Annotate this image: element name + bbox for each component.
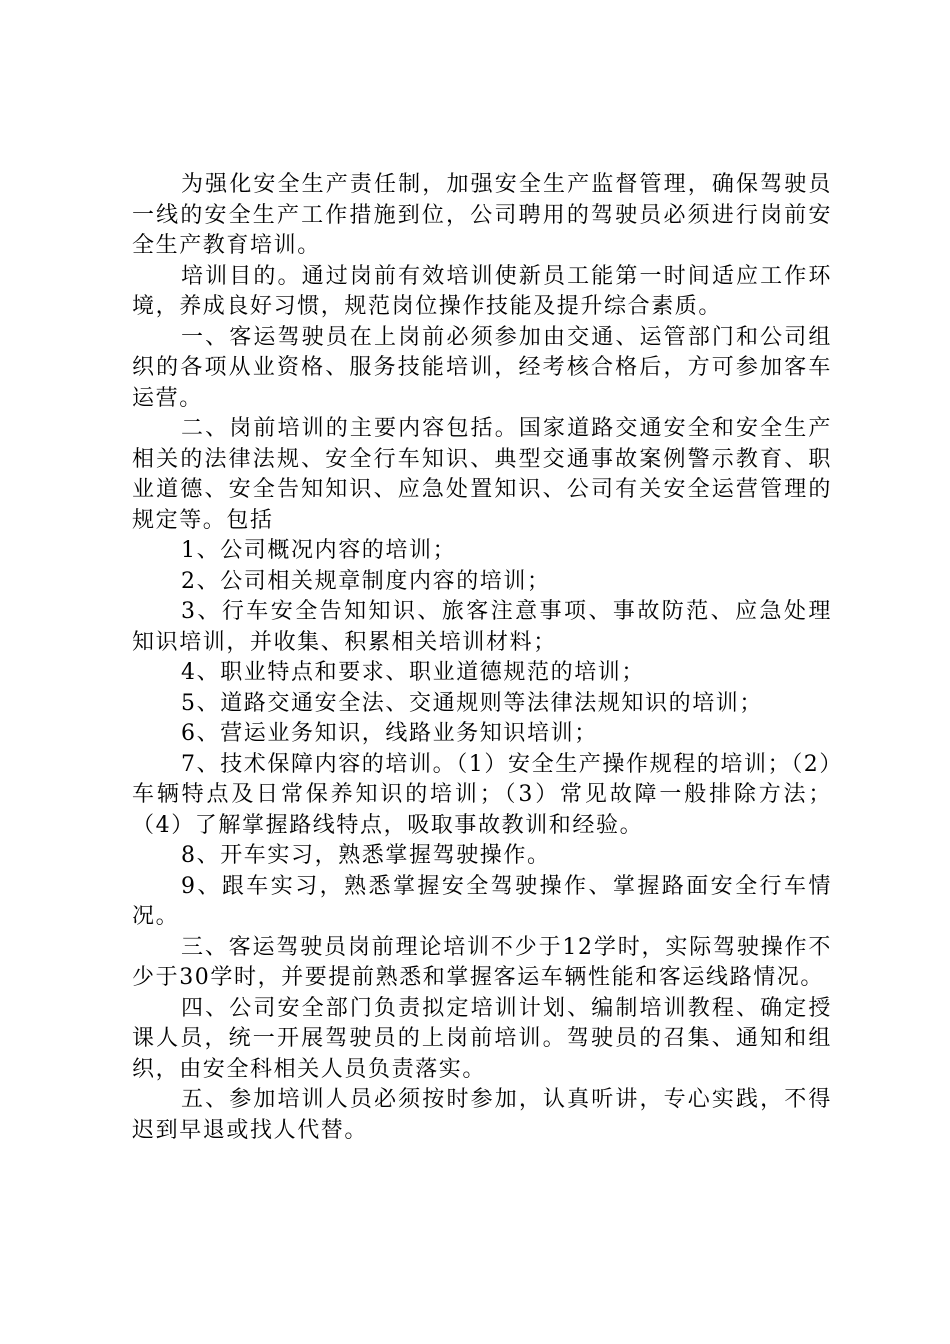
list-item-8: 8、开车实习，熟悉掌握驾驶操作。 xyxy=(181,843,551,868)
paragraph-section-4: 四、公司安全部门负责拟定培训计划、编制培训教程、确定授课人员，统一开展驾驶员的上岗前培训。驾驶员的召集、通知和组织，由安全科相关人员负责落实。 xyxy=(132,995,832,1082)
list-item-9: 9、跟车实习，熟悉掌握安全驾驶操作、掌握路面安全行车情况。 xyxy=(132,873,832,929)
list-item-2: 2、公司相关规章制度内容的培训； xyxy=(181,568,551,594)
paragraph-section-5: 五、参加培训人员必须按时参加，认真听讲，专心实践，不得迟到早退或找人代替。 xyxy=(132,1087,832,1143)
list-item-7: 7、技术保障内容的培训。（1）安全生产操作规程的培训；（2）车辆特点及日常保养知识的培训；（3）常见故障一般排除方法；（4）了解掌握路线特点，吸取事故教训和经验。 xyxy=(132,751,832,838)
paragraph-section-1: 一、客运驾驶员在上岗前必须参加由交通、运管部门和公司组织的各项从业资格、服务技能培训，经考核合格后，方可参加客车运营。 xyxy=(132,324,832,411)
list-item-5: 5、道路交通安全法、交通规则等法律法规知识的培训； xyxy=(181,690,763,716)
paragraph-section-3: 三、客运驾驶员岗前理论培训不少于12学时，实际驾驶操作不少于30学时，并要提前熟悉和掌握客运车辆性能和客运线路情况。 xyxy=(132,934,832,990)
document-body xyxy=(132,170,832,1146)
list-item-3: 3、行车安全告知知识、旅客注意事项、事故防范、应急处理知识培训，并收集、积累相关培训材料； xyxy=(132,599,832,655)
list-item-4: 4、职业特点和要求、职业道德规范的培训； xyxy=(181,660,645,685)
paragraph-section-2: 二、岗前培训的主要内容包括。国家道路交通安全和安全生产相关的法律法规、安全行车知识、典型交通事故案例警示教育、职业道德、安全告知知识、应急处置知识、公司有关安全运营管理的规定等。包括 xyxy=(132,416,832,533)
paragraph-intro: 为强化安全生产责任制，加强安全生产监督管理，确保驾驶员一线的安全生产工作措施到位，公司聘用的驾驶员必须进行岗前安全生产教育培训。 xyxy=(132,172,832,258)
paragraph-purpose: 培训目的。通过岗前有效培训使新员工能第一时间适应工作环境，养成良好习惯，规范岗位操作技能及提升综合素质。 xyxy=(132,263,832,319)
list-item-1: 1、公司概况内容的培训； xyxy=(181,538,457,563)
list-item-6: 6、营运业务知识，线路业务知识培训； xyxy=(181,721,598,746)
